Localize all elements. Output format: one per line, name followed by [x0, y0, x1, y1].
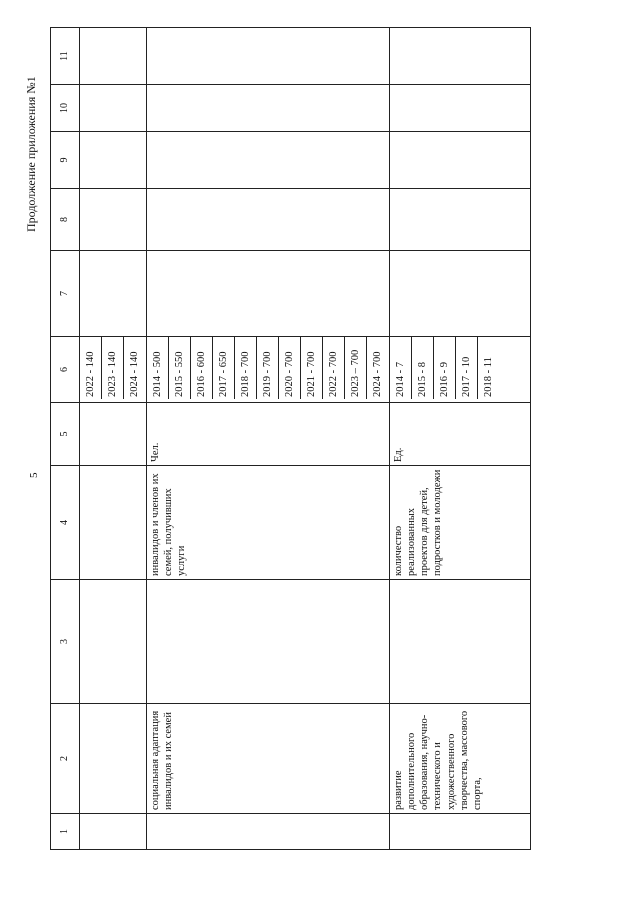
column-header: 4 — [51, 466, 80, 580]
column-header: 9 — [51, 132, 80, 189]
column-header: 7 — [51, 251, 80, 337]
value-item: 2021 - 700 — [301, 337, 323, 399]
table-cell-values — [80, 337, 147, 403]
table-cell — [80, 85, 147, 132]
page-number: 5 — [28, 472, 40, 478]
value-item: 2018 - 700 — [235, 337, 257, 399]
value-item: 2016 - 600 — [191, 337, 213, 399]
measure-name: развитие дополнительного образования, научно-технического и художественного творчества, массового спорта, — [393, 710, 483, 810]
table-cell — [147, 580, 390, 704]
table-cell — [390, 132, 531, 189]
column-header: 5 — [51, 403, 80, 466]
value-item: 2022 - 140 — [80, 337, 102, 399]
table-row — [390, 28, 531, 850]
value-item: 2024 - 700 — [372, 351, 383, 397]
indicator-name: инвалидов и членов их семей, получивших услуги — [150, 473, 188, 576]
rotated-table-container — [50, 28, 583, 850]
table-cell — [80, 403, 147, 466]
indicator-name: количество реализованных проектов для детей, подростков и молодежи — [393, 469, 444, 576]
table-cell — [147, 814, 390, 850]
measure-name: социальная адаптация инвалидов и их семей — [150, 710, 175, 810]
value-item: 2014 - 7 — [390, 337, 412, 399]
table-cell — [390, 704, 531, 814]
column-header: 3 — [51, 580, 80, 704]
table-cell — [147, 189, 390, 251]
table-cell — [80, 28, 147, 85]
continuation-label: Продолжение приложения №1 — [24, 76, 38, 232]
table-row — [80, 28, 147, 850]
table-row — [147, 28, 390, 850]
table-cell — [147, 466, 390, 580]
table-cell — [147, 251, 390, 337]
table-cell — [147, 132, 390, 189]
table-cell — [390, 466, 531, 580]
header-row — [51, 28, 80, 850]
value-item: 2018 - 11 — [483, 357, 494, 397]
value-item: 2015 - 550 — [169, 337, 191, 399]
unit-label: Ед. — [393, 447, 404, 462]
table-cell — [390, 580, 531, 704]
unit-label: Чел. — [150, 442, 161, 462]
table-cell — [80, 704, 147, 814]
data-table — [50, 27, 531, 850]
column-header: 11 — [51, 28, 80, 85]
table-cell — [147, 85, 390, 132]
value-item: 2024 - 140 — [129, 351, 140, 397]
table-cell-values — [390, 337, 531, 403]
table-cell — [80, 466, 147, 580]
table-cell — [390, 189, 531, 251]
column-header: 8 — [51, 189, 80, 251]
table-cell — [390, 85, 531, 132]
table-cell-values — [147, 337, 390, 403]
value-item: 2020 - 700 — [279, 337, 301, 399]
table-cell — [390, 251, 531, 337]
table-cell — [80, 189, 147, 251]
table-cell — [147, 403, 390, 466]
value-item: 2016 - 9 — [434, 337, 456, 399]
table-cell — [147, 28, 390, 85]
table-cell — [147, 704, 390, 814]
column-header: 6 — [51, 337, 80, 403]
column-header: 2 — [51, 704, 80, 814]
value-item: 2015 - 8 — [412, 337, 434, 399]
column-header: 1 — [51, 814, 80, 850]
table-cell — [390, 814, 531, 850]
value-item: 2014 - 500 — [147, 337, 169, 399]
table-cell — [390, 403, 531, 466]
value-item: 2023 - 140 — [102, 337, 124, 399]
value-item: 2023 – 700 — [345, 337, 367, 399]
value-item: 2017 - 650 — [213, 337, 235, 399]
value-item: 2017 - 10 — [456, 337, 478, 399]
value-item: 2022 - 700 — [323, 337, 345, 399]
table-cell — [80, 580, 147, 704]
value-item: 2019 - 700 — [257, 337, 279, 399]
table-cell — [80, 132, 147, 189]
table-cell — [390, 28, 531, 85]
table-cell — [80, 251, 147, 337]
column-header: 10 — [51, 85, 80, 132]
table-cell — [80, 814, 147, 850]
